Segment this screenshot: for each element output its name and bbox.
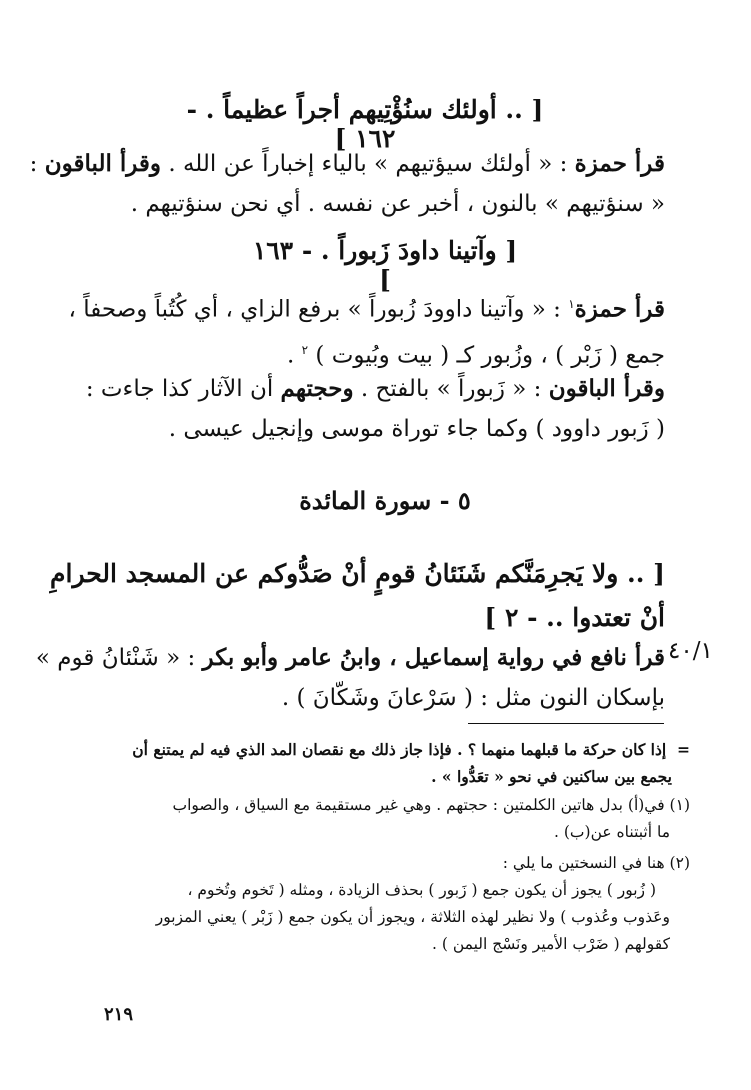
paragraph-nafi: [35, 638, 665, 718]
reader-name: قرأ حمزة: [574, 150, 665, 177]
footnote-ref: ١: [568, 297, 575, 311]
footnote-line: وعَذوب وعُذوب ) ولا نظير لهذه الثلاثة ، ويجوز أن يكون جمع ( زَبْر ) يعني المزبور: [155, 908, 670, 926]
paragraph-line: بإسكان النون مثل : ( سَرْعانَ وشَكّانَ ) .: [281, 685, 665, 711]
paragraph-line: ( زَبور داوود ) وكما جاء توراة موسى وإنجيل عيسى .: [168, 416, 665, 442]
footnote-line: (٢) هنا في النسختين ما يلي :: [502, 854, 690, 872]
footnote-line: يجمع بين ساكنين في نحو « تعَدُّوا » .: [431, 767, 672, 786]
verse-heading-163: [ وآتينا داودَ زَبوراً . - ١٦٣ ]: [252, 236, 518, 294]
verse-heading-maidah-2: [50, 552, 665, 640]
paragraph-hamza-163: [68, 284, 665, 375]
text-segment: : « أولئك سيؤتيهم » بالياء إخباراً عن الله .: [161, 151, 575, 177]
footnote-line: [90, 736, 690, 763]
reader-name: قرأ نافع في رواية إسماعيل ، وابنُ عامر وأبو بكر: [202, 644, 665, 671]
paragraph-line: [68, 284, 665, 330]
paragraph-line: [29, 144, 665, 184]
text-segment: :: [29, 151, 45, 177]
text-segment: .: [287, 342, 302, 369]
continuation-mark: =: [677, 740, 690, 759]
surah-title: ٥ - سورة المائدة: [299, 486, 471, 515]
footnote-1: [90, 792, 690, 846]
text-segment: إذا كان حركة ما قبلهما منهما ؟ . فإذا جاز ذلك مع نقصان المد الذي فيه لم يمتنع أن: [132, 740, 667, 759]
footnote-line: (١) في(أ) بدل هاتين الكلمتين : حجتهم . وهي غير مستقيمة مع السياق ، والصواب: [172, 796, 690, 814]
paragraph-line: « سنؤتيهم » بالنون ، أخبر عن نفسه . أي نحن سنؤتيهم .: [130, 191, 665, 217]
text-segment: : « شَنْئانُ قوم »: [35, 645, 203, 671]
verse-line: [ .. ولا يَجرِمَنَّكم شَنَئانُ قومٍ أنْ صَدُّوكم عن المسجد الحرامِ: [50, 559, 665, 588]
footnote-line: ما أثبتناه عن(ب) .: [554, 823, 670, 841]
paragraph-line: [85, 369, 665, 409]
verse-line: أنْ تعتدوا .. - ٢ ]: [484, 603, 665, 632]
footnote-2: [90, 850, 690, 958]
paragraph-others-163: [85, 369, 665, 449]
reader-name: قرأ حمزة: [574, 295, 665, 323]
verse-heading-162: [ .. أولئك سنُؤْتِيهم أجراً عظيماً . - ١٦٢ ]: [186, 95, 544, 153]
text-segment: : « وآتينا داوودَ زُبوراً » برفع الزاي ، أي كُتُباً وصحفاً ،: [68, 296, 569, 323]
reader-name: وقرأ الباقون: [44, 150, 162, 177]
footnote-continued: [90, 736, 690, 790]
paragraph-line: [35, 638, 665, 678]
margin-reference: ٤٠/١: [668, 638, 713, 664]
reader-name: وقرأ الباقون: [548, 375, 665, 402]
footnote-ref: ٢: [301, 342, 309, 357]
text-segment: جمع ( زَبْر ) ، وزُبور كـ ( بيت وبُيوت ): [308, 342, 665, 369]
page-number: ٢١٩: [104, 1004, 134, 1025]
paragraph-hamza-162: [29, 144, 665, 224]
footnote-divider: [468, 723, 664, 724]
text-segment: أن الآثار كذا جاءت :: [85, 376, 281, 402]
footnote-line: ( زُبور ) يجوز أن يكون جمع ( زَبور ) بحذف الزيادة ، ومثله ( تَخوم وتُخوم ،: [187, 881, 656, 899]
text-segment: : « زَبوراً » بالفتح .: [353, 376, 549, 402]
argument-label: وحجتهم: [280, 375, 354, 402]
footnote-line: كقولهم ( ضَرْب الأمير ونَسْج اليمن ) .: [431, 935, 670, 953]
